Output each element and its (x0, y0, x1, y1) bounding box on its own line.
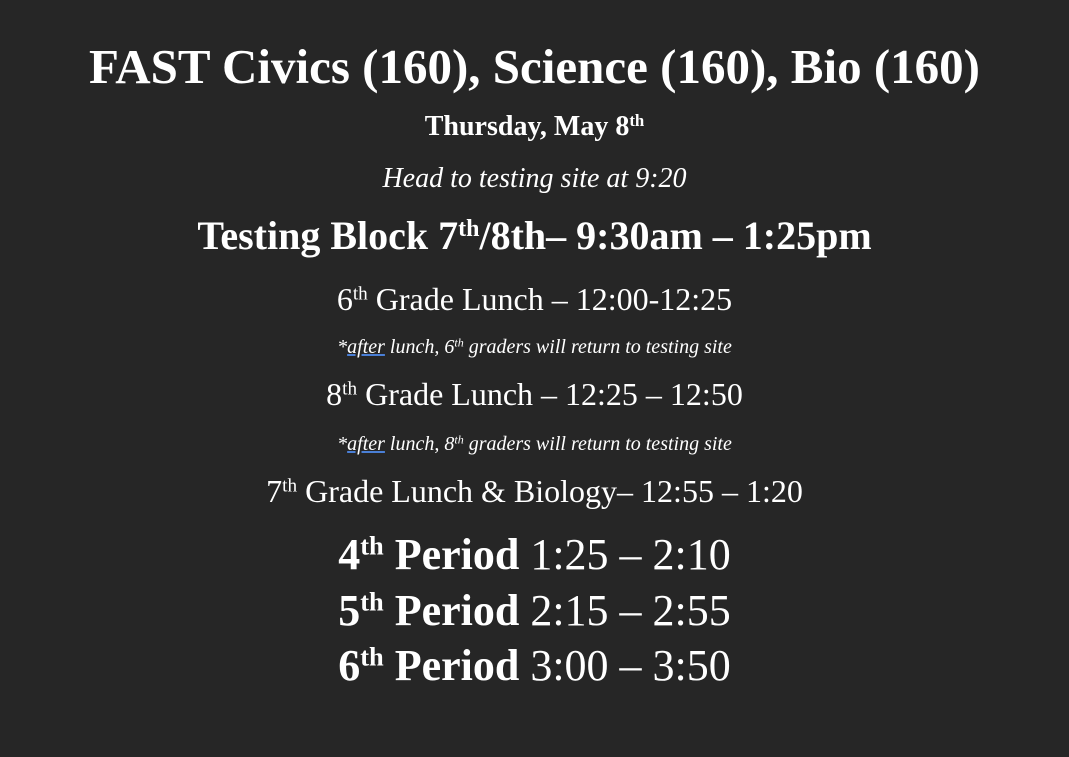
testing-block-sup: th (458, 215, 480, 242)
period-6-label: Period (383, 641, 520, 690)
period-5-label: Period (383, 586, 520, 635)
period-4 (0, 530, 1069, 579)
note-6th-rest: graders will return to testing site (463, 336, 732, 358)
period-6-time: 3:00 – 3:50 (519, 641, 731, 690)
note-8th-after: after (347, 433, 385, 455)
note-8th-sup: th (454, 432, 464, 447)
period-6-sup: th (360, 641, 384, 672)
period-5-sup: th (360, 586, 384, 617)
lunch-7th-num: 7 (266, 473, 283, 509)
period-6-num: 6 (338, 641, 361, 690)
page-title: FAST Civics (160), Science (160), Bio (160) (89, 39, 980, 94)
lunch-6th-num: 6 (336, 281, 353, 317)
lunch-6th-grade (0, 283, 1069, 315)
note-6th-graders (0, 337, 1069, 357)
lunch-6th-sup: th (352, 283, 368, 305)
test-date-suffix: th (629, 110, 645, 130)
period-5-time: 2:15 – 2:55 (519, 586, 731, 635)
lunch-8th-num: 8 (326, 376, 343, 412)
period-4-label: Period (383, 530, 520, 579)
period-4-sup: th (360, 530, 384, 561)
lunch-8th-sup: th (342, 378, 358, 400)
test-date (0, 110, 1069, 142)
head-to-site-note: Head to testing site at 9:20 (382, 163, 687, 194)
lunch-7th-sup: th (282, 475, 298, 497)
test-date-text: Thursday, May 8 (424, 111, 630, 142)
testing-block (0, 213, 1069, 258)
period-4-time: 1:25 – 2:10 (519, 530, 731, 579)
lunch-7th-rest: Grade Lunch & Biology– 12:55 – 1:20 (297, 473, 803, 509)
note-6th-star: * (337, 336, 348, 358)
period-4-num: 4 (338, 530, 361, 579)
note-6th-after: after (347, 336, 385, 358)
period-5-num: 5 (338, 586, 361, 635)
period-6 (0, 641, 1069, 690)
lunch-6th-rest: Grade Lunch – 12:00-12:25 (367, 281, 733, 317)
lunch-8th-grade (0, 378, 1069, 410)
note-8th-graders (0, 434, 1069, 454)
note-6th-mid: lunch, 6 (384, 336, 455, 358)
period-5 (0, 586, 1069, 635)
testing-block-rest: /8th– 9:30am – 1:25pm (479, 213, 872, 258)
lunch-7th-grade (0, 475, 1069, 507)
lunch-8th-rest: Grade Lunch – 12:25 – 12:50 (357, 376, 743, 412)
note-8th-star: * (337, 433, 348, 455)
testing-block-prefix: Testing Block 7 (197, 213, 459, 258)
note-8th-mid: lunch, 8 (384, 433, 455, 455)
note-8th-rest: graders will return to testing site (463, 433, 732, 455)
note-6th-sup: th (454, 335, 464, 350)
